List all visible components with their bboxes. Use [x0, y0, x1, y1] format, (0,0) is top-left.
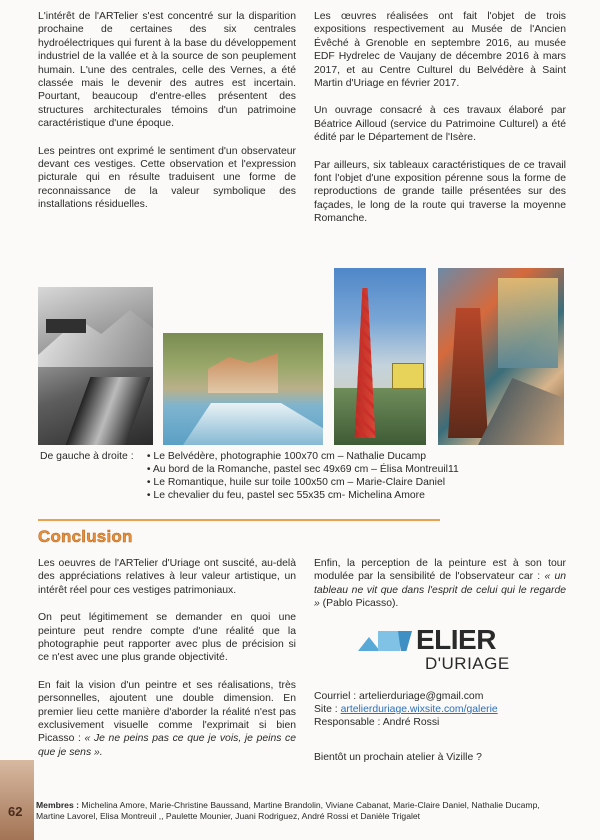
- conclusion-paragraph: [314, 557, 566, 611]
- members-names: Michelina Amore, Marie-Christine Baussand, Martine Brandolin, Viviane Cabanat, Marie-Claire Daniel, Nathalie Ducamp, Martine Lavorel, Elisa Montreuil ,, Paulette Mounier, Juani Rodriguez, André Rossi et Danièle Trigalet: [36, 800, 540, 821]
- caption-item: • Le Romantique, huile sur toile 100x50 cm – Marie-Claire Daniel: [147, 476, 459, 489]
- conclusion-paragraph: [38, 679, 296, 759]
- intro-paragraph: Par ailleurs, six tableaux caractéristiques de ce travail font l'objet d'une exposition pérenne sous la forme de reproductions de grande taille présentées sur des façades, le long de la route qui traverse la moyenne Romanche.: [314, 159, 566, 225]
- picasso-quote-2: « un tableau ne vit que dans l'esprit de celui qui le regarde »: [314, 571, 566, 610]
- logo-text-line2: D'URIAGE: [425, 654, 510, 673]
- intro-right-column: [314, 10, 566, 240]
- section-divider: [38, 519, 440, 521]
- site-link[interactable]: artelierduriage.wixsite.com/galerie: [340, 704, 498, 715]
- image-caption: [40, 450, 560, 502]
- caption-lead: De gauche à droite :: [40, 451, 134, 462]
- logo-text-line1: ELIER: [416, 624, 496, 655]
- members-list: [36, 800, 566, 822]
- conclusion-right-column: [314, 557, 566, 621]
- logo-shape-icon: [358, 637, 380, 651]
- belvedere-photograph: [38, 287, 153, 445]
- quote-attribution: (Pablo Picasso).: [322, 598, 399, 610]
- intro-paragraph: L'intérêt de l'ARTelier s'est concentré sur la disparition prochaine de certaines des six centrales hydroélectriques qui furent à la base du développement industriel de la vallée et à la source de son peuplement humain. L'une des centrales, celle des Vernes, a été classée mais le devenir des autres est incertain. Pourtant, beaucoup d'entre-elles présentent des structures architecturales témoins d'un patrimoine caractéristique d'une époque.: [38, 11, 296, 130]
- romanche-pastel-image: [163, 333, 323, 445]
- conclusion-left-column: [38, 557, 296, 773]
- chevalier-du-feu-pastel: [438, 268, 564, 445]
- logo-shape-icon: [398, 631, 412, 651]
- caption-item: • Le chevalier du feu, pastel sec 55x35 cm- Michelina Amore: [147, 489, 459, 502]
- intro-paragraph: Un ouvrage consacré à ces travaux élaboré par Béatrice Ailloud (service du Patrimoine Culturel) a été édité par le Département de l'Isère.: [314, 105, 566, 144]
- intro-paragraph: Les œuvres réalisées ont fait l'objet de trois expositions respectivement au Musée de l'Ancien Évêché à Grenoble en septembre 2016, au musée EDF Hydrelec de Vaujany de décembre 2016 à mars 2017, et au Centre Culturel du Belvédère à Saint Martin d'Uriage en février 2017.: [314, 11, 566, 90]
- artelier-logo: [358, 625, 528, 677]
- responsable-line: Responsable : André Rossi: [314, 717, 440, 728]
- email-label: Courriel :: [314, 691, 360, 702]
- email-line: [314, 690, 566, 703]
- caption-item: • Au bord de la Romanche, pastel sec 49x69 cm – Élisa Montreuil11: [147, 463, 459, 476]
- conclusion-paragraph: Les oeuvres de l'ARTelier d'Uriage ont suscité, au-delà des appréciations relatives à leur valeur artistique, un intérêt réel pour ces vestiges patrimoniaux.: [38, 558, 296, 596]
- site-line: [314, 703, 566, 716]
- intro-paragraph: Les peintres ont exprimé le sentiment d'un observateur devant ces vestiges. Cette observation et l'expression picturale qui en résulte traduisent une forme de reconnaissance de la valeur symbolique des installations résiduelles.: [38, 145, 296, 211]
- members-label: Membres :: [36, 800, 79, 810]
- caption-item: • Le Belvédère, photographie 100x70 cm – Nathalie Ducamp: [147, 450, 459, 463]
- email-address: artelierduriage@gmail.com: [359, 691, 484, 702]
- conclusion-text: En fait la vision d'un peintre et ses réalisations, très personnelles, ajoutent une double dimension. En premier lieu cette manière d'aborder la réalité n'est pas exclusivement visuelle comme l'exprimait si bien Picasso :: [38, 679, 296, 745]
- page-number: 62: [8, 804, 23, 819]
- picasso-quote: « Je ne peins pas ce que je vois, je peins ce que je sens ».: [38, 733, 297, 758]
- logo-shape-icon: [378, 631, 400, 651]
- conclusion-text: Enfin, la perception de la peinture est à son tour modulée par la sensibilité de l'observateur car :: [314, 558, 566, 583]
- conclusion-heading: Conclusion: [38, 527, 133, 546]
- caption-list: [147, 450, 459, 502]
- conclusion-paragraph: On peut légitimement se demander en quoi une peinture peut rendre compte d'une réalité que la photographie peut rapporter avec plus de précision si ce n'est avec une plus grande objectivité.: [38, 612, 296, 664]
- intro-left-column: [38, 10, 296, 226]
- contact-info: [314, 690, 566, 729]
- romantique-painting: [334, 268, 426, 445]
- page-number-tab: [0, 760, 34, 840]
- next-atelier-note: Bientôt un prochain atelier à Vizille ?: [314, 752, 482, 763]
- site-label: Site :: [314, 704, 341, 715]
